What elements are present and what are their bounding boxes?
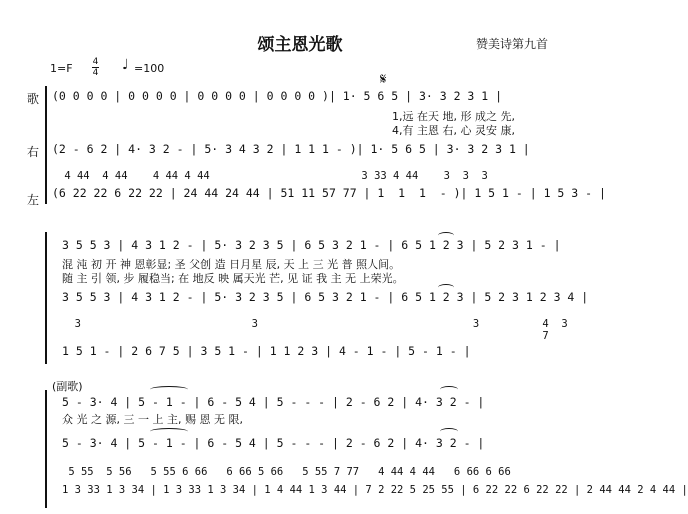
tie-mark (440, 386, 458, 393)
system1-melody-row: (0 0 0 0 | 0 0 0 0 | 0 0 0 0 | 0 0 0 0 )| 1· 5 6 5 | 3· 3 2 3 1 | (52, 89, 503, 103)
tempo-marking: =100 (134, 62, 165, 75)
part-label-left: 左 (27, 193, 40, 207)
quarter-note-icon: ♩ (122, 57, 129, 73)
segno-icon: 𝄋 (380, 70, 387, 88)
part-label-right: 右 (27, 145, 40, 159)
system3-bracket (45, 390, 47, 508)
system3-left-hand-row: 1 3 33 1 3 34 | 1 3 33 1 3 34 | 1 4 44 1 3 44 | 7 2 22 5 25 55 | 6 22 22 6 22 22 | 2 44 44 2 4 44 | (62, 484, 688, 496)
part-label-melody: 歌 (27, 92, 40, 106)
system2-left-hand-chords: 3 3 3 4 3 (62, 318, 568, 330)
hymn-number: 赞美诗第九首 (476, 37, 549, 51)
tie-mark (438, 232, 454, 239)
system1-lyrics-verse1: 1,远 在天 地, 形 成之 先, (392, 110, 515, 123)
system2-bracket (45, 232, 47, 364)
key-signature: 1=F (50, 62, 73, 75)
tie-mark (150, 386, 188, 393)
refrain-label: (副歌) (52, 380, 83, 393)
system2-left-hand-chords-lower: 7 (62, 330, 549, 342)
system2-right-hand-row: 3 5 5 3 | 4 3 1 2 - | 5· 3 2 3 5 | 6 5 3 2 1 - | 6 5 1 2 3 | 5 2 3 1 2 3 4 | (62, 290, 589, 304)
time-signature (92, 57, 99, 78)
system1-bracket (45, 86, 47, 204)
system1-right-hand-row: (2 - 6 2 | 4· 3 2 - | 5· 3 4 3 2 | 1 1 1 - )| 1· 5 6 5 | 3· 3 2 3 1 | (52, 142, 530, 156)
tie-mark (440, 428, 458, 435)
time-signature-top: 4 (92, 57, 99, 67)
tie-mark (150, 428, 188, 435)
tie-mark (438, 284, 454, 291)
system2-lyrics-verse1: 混 沌 初 开 神 恩彰显; 圣 父创 造 日月星 辰, 天 上 三 光 普 照人间。 (62, 258, 401, 271)
system1-left-hand-row: (6 22 22 6 22 22 | 24 44 24 44 | 51 11 57 77 | 1 1 1 - )| 1 5 1 - | 1 5 3 - | (52, 186, 606, 200)
system2-left-hand-row: 1 5 1 - | 2 6 7 5 | 3 5 1 - | 1 1 2 3 | 4 - 1 - | 5 - 1 - | (62, 344, 471, 358)
system3-melody-row: 5 - 3· 4 | 5 - 1 - | 6 - 5 4 | 5 - - - | 2 - 6 2 | 4· 3 2 - | (62, 395, 485, 409)
song-title: 颂主恩光歌 (257, 35, 343, 55)
system3-right-hand-row: 5 - 3· 4 | 5 - 1 - | 6 - 5 4 | 5 - - - | 2 - 6 2 | 4· 3 2 - | (62, 436, 485, 450)
system2-melody-row: 3 5 5 3 | 4 3 1 2 - | 5· 3 2 3 5 | 6 5 3 2 1 - | 6 5 1 2 3 | 5 2 3 1 - | (62, 238, 561, 252)
system1-lyrics-verse4: 4,有 主恩 右, 心 灵安 康, (392, 124, 515, 137)
system3-left-hand-chords: 5 55 5 56 5 55 6 66 6 66 5 66 5 55 7 77 4 44 4 44 6 66 6 66 (62, 466, 511, 478)
system3-lyrics: 众 光 之 源, 三 一 上 主, 赐 恩 无 限, (62, 413, 243, 426)
system1-left-hand-chords: 4 44 4 44 4 44 4 44 3 33 4 44 3 3 3 (58, 170, 488, 182)
system2-lyrics-verse4: 随 主 引 领, 步 履稳当; 在 地反 映 属天光 芒, 见 证 我 主 无 上荣光。 (62, 272, 404, 285)
time-signature-bottom: 4 (92, 68, 99, 78)
